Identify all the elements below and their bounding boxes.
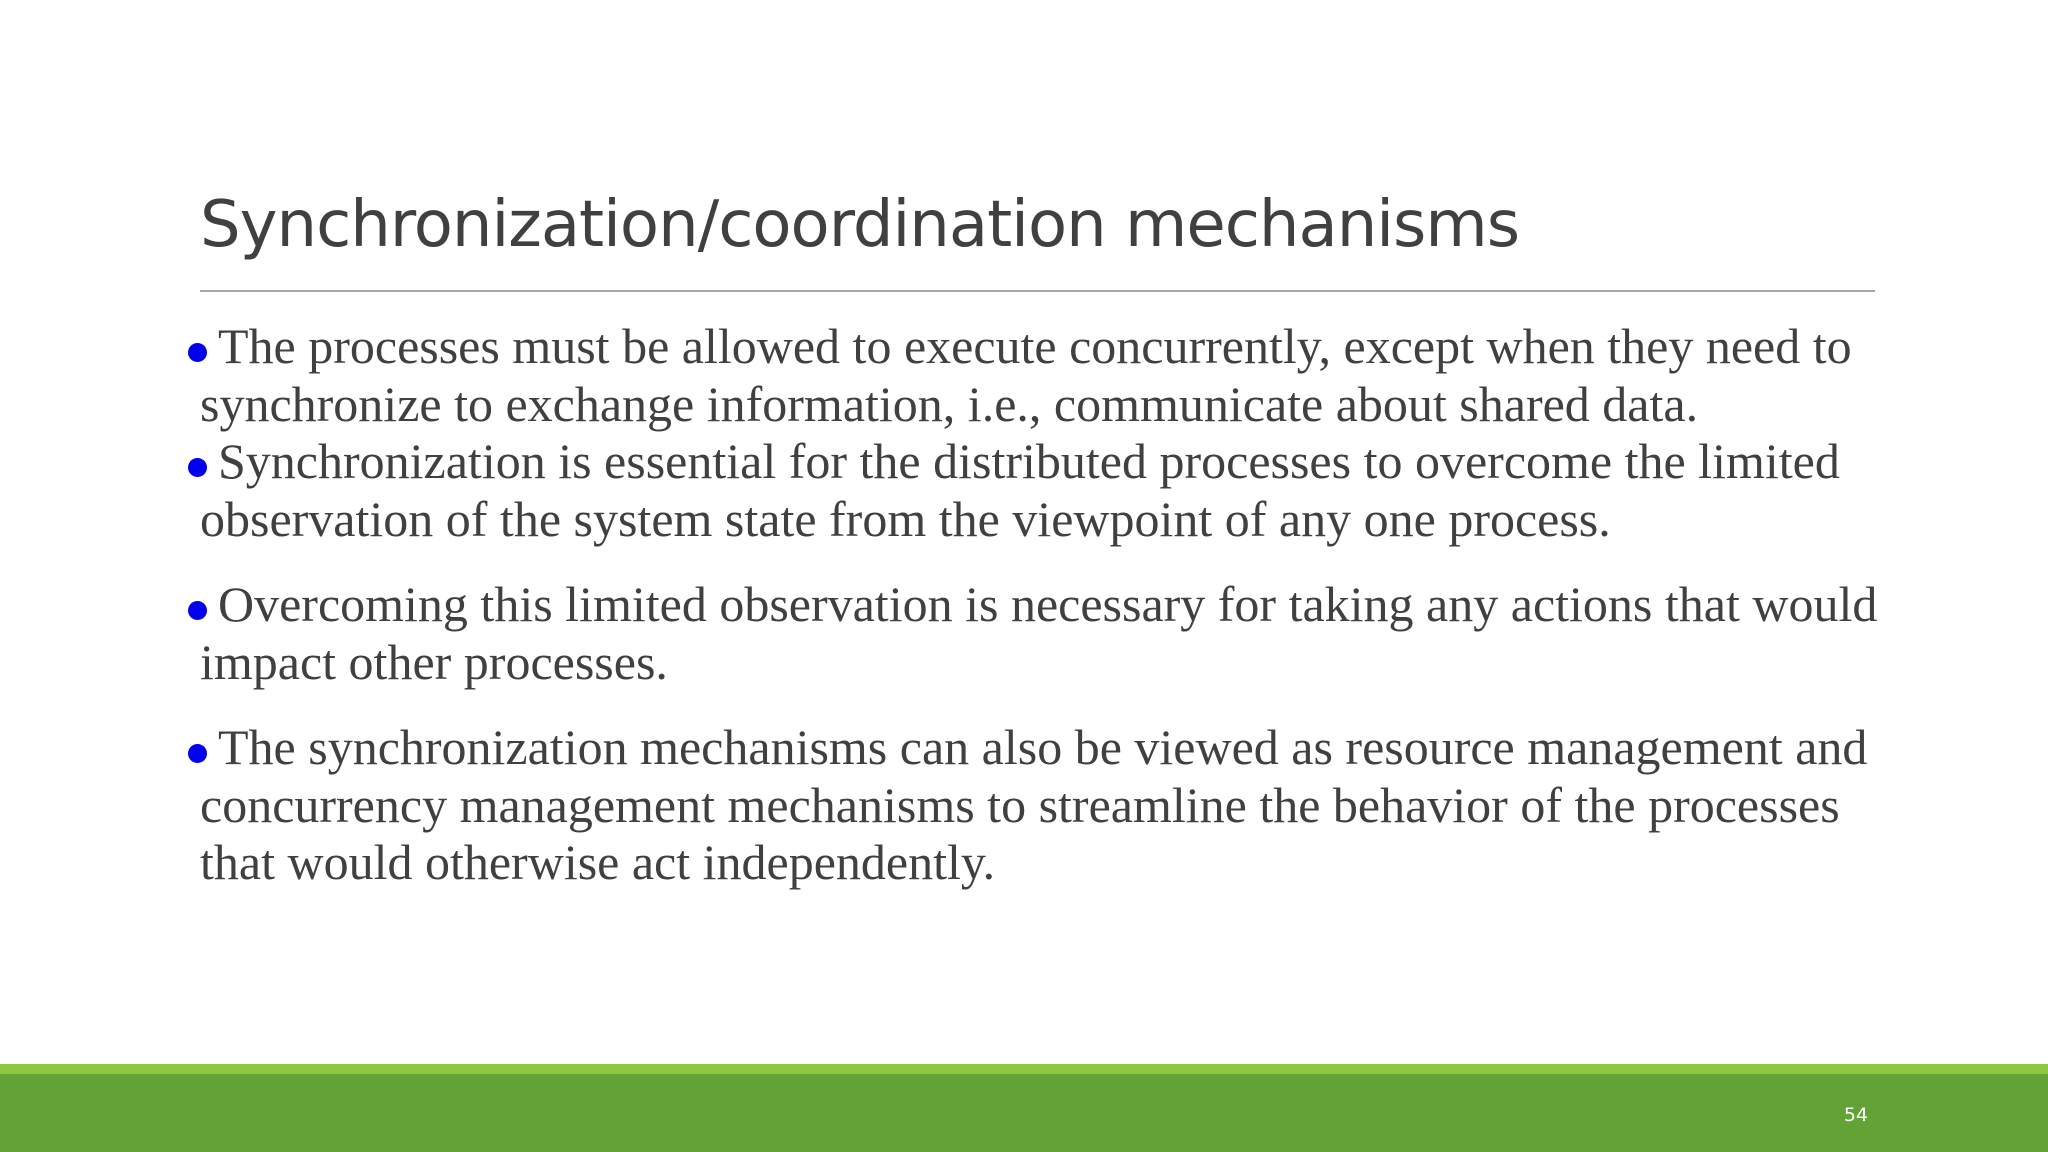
bullet-marker-icon	[188, 601, 207, 620]
footer-bar	[0, 1074, 2048, 1152]
bullet-list	[200, 318, 1880, 892]
bullet-text: Synchronization is essential for the distributed processes to overcome the limited observation of the system state from the viewpoint of any one process.	[200, 433, 1840, 547]
bullet-text: The synchronization mechanisms can also be viewed as resource management and concurrency management mechanisms to streamline the behavior of the processes that would otherwise act independently.	[200, 719, 1868, 890]
title-divider	[200, 290, 1875, 292]
bullet-text: Overcoming this limited observation is necessary for taking any actions that would impact other processes.	[200, 576, 1878, 690]
bullet-marker-icon	[188, 458, 207, 477]
bullet-marker-icon	[188, 343, 207, 362]
footer-accent-strip	[0, 1064, 2048, 1074]
bullet-item	[200, 576, 1880, 691]
slide-number: 54	[1843, 1104, 1868, 1126]
slide-title: Synchronization/coordination mechanisms	[200, 188, 1520, 262]
bullet-item	[200, 719, 1880, 892]
bullet-item	[200, 433, 1880, 548]
bullet-marker-icon	[188, 744, 207, 763]
bullet-item	[200, 318, 1880, 433]
bullet-text: The processes must be allowed to execute concurrently, except when they need to synchronize to exchange information, i.e., communicate about shared data.	[200, 318, 1852, 432]
